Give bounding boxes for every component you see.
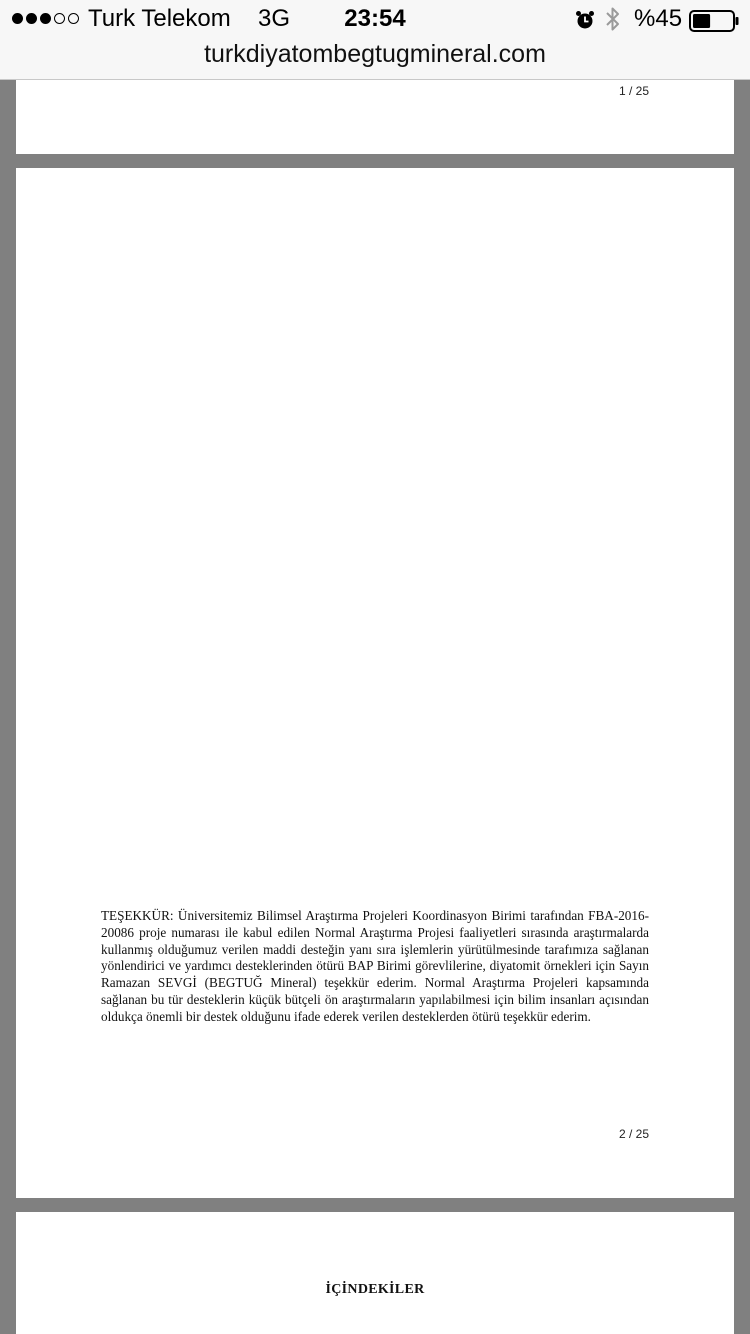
page-number: 1 / 25 [618, 84, 649, 98]
status-bar [0, 0, 750, 40]
url-bar[interactable]: turkdiyatombegtugmineral.com [204, 40, 546, 68]
status-time: 23:54 [344, 5, 406, 32]
battery-icon [689, 10, 741, 39]
alarm-clock-icon [575, 9, 595, 37]
table-of-contents-heading: İÇİNDEKİLER [325, 1282, 425, 1297]
bluetooth-icon [604, 6, 622, 39]
pdf-page-1 [16, 80, 734, 154]
page-number: 2 / 25 [618, 1127, 649, 1141]
carrier-name: Turk Telekom [88, 5, 231, 32]
battery-percentage: %45 [634, 5, 683, 32]
network-type: 3G [258, 5, 291, 32]
pdf-page-3 [16, 1212, 734, 1334]
browser-top-bar [0, 0, 750, 80]
acknowledgement-text: TEŞEKKÜR: Üniversitemiz Bilimsel Araştırma Projeleri Koordinasyon Birimi tarafından FBA-2016-20086 proje numarası ile kabul edilen Normal Araştırma Projesi faaliyetleri sırasında araştırmalarda kullanmış olduğumuz verilen maddi desteğin yanı sıra işlemlerin yürütülmesinde tarafımıza sağlanan yönlendirici ve yardımcı desteklerinden ötürü BAP Birimi görevlilerine, diyatomit örnekleri için Sayın Ramazan SEVGİ (BEGTUĞ Mineral) teşekkür ederim. Normal Araştırma Projeleri kapsamında sağlanan bu tür desteklerin küçük bütçeli ön araştırmaların yapılabilmesi için bilim insanları açısından oldukça önemli bir destek olduğunu ifade ederek verilen desteklerden ötürü teşekkür ederim. [101, 908, 649, 1024]
pdf-page-2 [16, 168, 734, 1198]
